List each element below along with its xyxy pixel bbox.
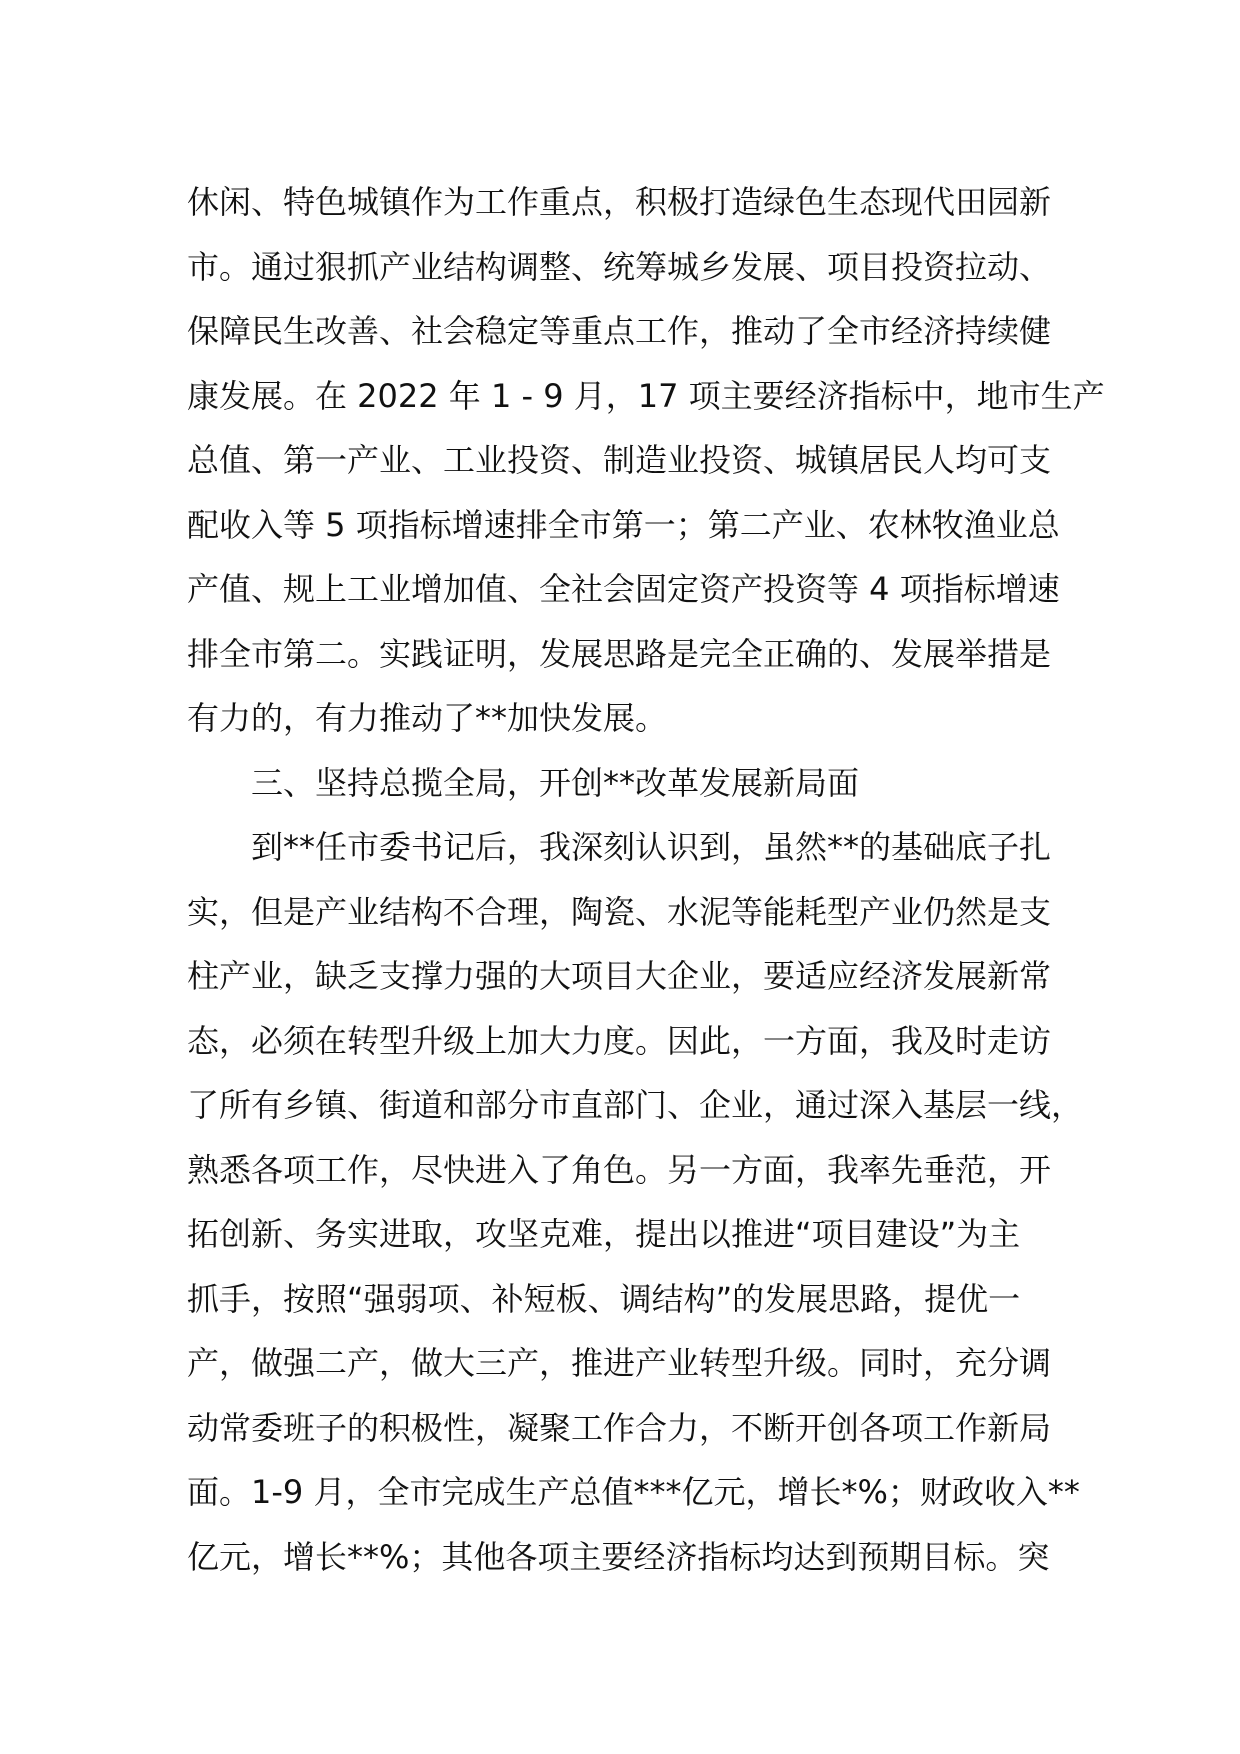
text-line: 市。通过狠抓产业结构调整、统筹城乡发展、项目投资拉动、 bbox=[187, 247, 1052, 286]
text-line: 实，但是产业结构不合理，陶瓷、水泥等能耗型产业仍然是支 bbox=[187, 892, 1052, 931]
text-line: 动常委班子的积极性，凝聚工作合力，不断开创各项工作新局 bbox=[187, 1408, 1052, 1447]
text-line: 休闲、特色城镇作为工作重点，积极打造绿色生态现代田园新 bbox=[187, 183, 1052, 221]
text-line: 面。1-9 月，全市完成生产总值***亿元，增长*%；财政收入** bbox=[187, 1473, 1080, 1511]
text-line: 亿元，增长**%；其他各项主要经济指标均达到预期目标。突 bbox=[187, 1537, 1050, 1576]
text-line: 配收入等 5 项指标增速排全市第一；第二产业、农林牧渔业总 bbox=[187, 505, 1060, 544]
text-line: 态，必须在转型升级上加大力度。因此，一方面，我及时走访 bbox=[187, 1021, 1052, 1060]
body-text bbox=[187, 170, 1105, 1589]
text-line: 了所有乡镇、街道和部分市直部门、企业，通过深入基层一线， bbox=[187, 1086, 1084, 1124]
text-line: 产，做强二产，做大三产，推进产业转型升级。同时，充分调 bbox=[187, 1344, 1052, 1382]
text-line: 拓创新、务实进取，攻坚克难，提出以推进“项目建设”为主 bbox=[187, 1215, 1021, 1253]
paragraph-first-line: 到**任市委书记后，我深刻认识到，虽然**的基础底子扎 bbox=[251, 828, 1052, 866]
text-line: 总值、第一产业、工业投资、制造业投资、城镇居民人均可支 bbox=[187, 441, 1052, 479]
text-line: 抓手，按照“强弱项、补短板、调结构”的发展思路，提优一 bbox=[187, 1279, 1021, 1318]
text-line: 有力的，有力推动了**加快发展。 bbox=[187, 699, 668, 737]
text-line: 排全市第二。实践证明，发展思路是完全正确的、发展举措是 bbox=[187, 634, 1052, 673]
section-heading: 三、坚持总揽全局，开创**改革发展新局面 bbox=[251, 763, 860, 802]
text-line: 保障民生改善、社会稳定等重点工作，推动了全市经济持续健 bbox=[187, 312, 1052, 350]
text-line: 熟悉各项工作，尽快进入了角色。另一方面，我率先垂范，开 bbox=[187, 1150, 1052, 1189]
text-line: 康发展。在 2022 年 1 - 9 月，17 项主要经济指标中，地市生产 bbox=[187, 376, 1105, 415]
text-line: 柱产业，缺乏支撑力强的大项目大企业，要适应经济发展新常 bbox=[187, 957, 1052, 995]
text-line: 产值、规上工业增加值、全社会固定资产投资等 4 项指标增速 bbox=[187, 570, 1060, 608]
